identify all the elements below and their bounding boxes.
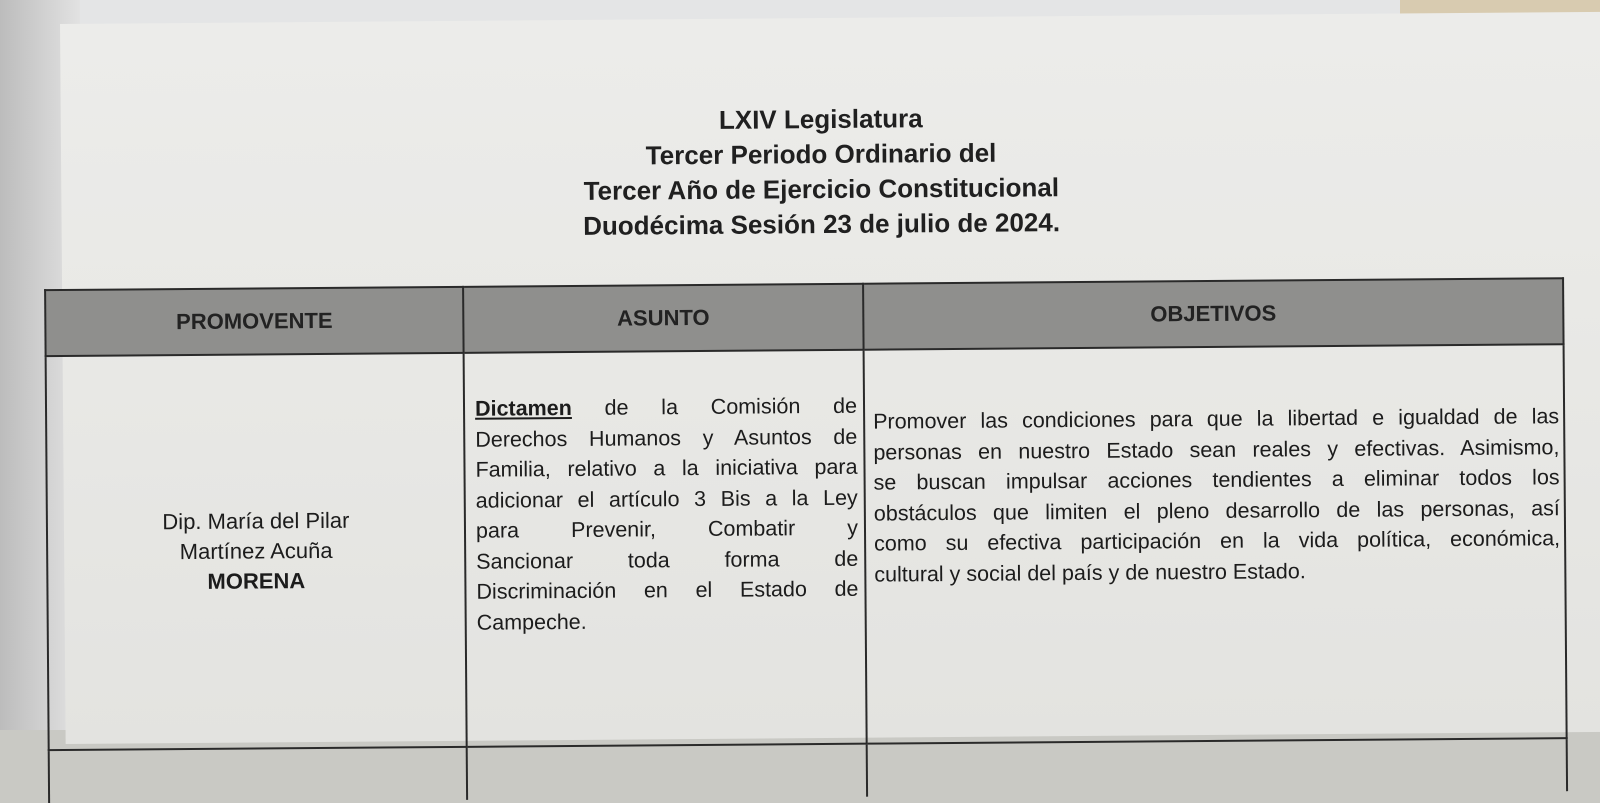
objetivos-line: cultural y social del país y de nuestro Estado.: [874, 558, 1306, 587]
promovente-cell: [46, 353, 467, 750]
column-header-promovente: PROMOVENTE: [45, 287, 464, 356]
document-header: [61, 96, 1582, 248]
asunto-line: [475, 391, 857, 424]
asunto-line: Sancionar toda forma de: [476, 546, 859, 574]
asunto-line: Derechos Humanos y Asuntos de: [475, 424, 858, 452]
asunto-type: Dictamen: [474, 395, 572, 421]
header-legislature: LXIV Legislatura: [718, 103, 923, 135]
header-year: Tercer Año de Ejercicio Constitucional: [583, 172, 1060, 206]
asunto-line: para Prevenir, Combatir y: [475, 515, 859, 543]
table-header-row: [45, 278, 1563, 356]
asunto-line: adicionar el artículo 3 Bis a la Ley: [475, 485, 858, 513]
asunto-cell: [464, 350, 867, 747]
header-period: Tercer Periodo Ordinario del: [645, 137, 997, 171]
objetivos-line: como su efectiva participación en la vida política, económica,: [874, 526, 1561, 556]
column-header-asunto: ASUNTO: [463, 284, 864, 353]
objetivos-cell: [864, 344, 1567, 743]
asunto-line: Familia, relativo a la iniciativa para: [475, 454, 858, 482]
column-header-objetivos: OBJETIVOS: [863, 278, 1563, 349]
objetivos-line: obstáculos que limiten el pleno desarrollo de las personas, así: [873, 495, 1560, 526]
empty-cell: [49, 747, 467, 803]
objetivos-line: se buscan impulsar acciones tendientes a eliminar todos los: [873, 465, 1560, 495]
promovente-name-line1: Dip. María del Pilar: [162, 507, 350, 535]
table-row: [46, 344, 1567, 750]
objetivos-line: Promover las condiciones para que la libertad e igualdad de las: [873, 404, 1560, 434]
objetivos-line: personas en nuestro Estado sean reales y efectivas. Asimismo,: [873, 434, 1560, 465]
asunto-line: Campeche.: [476, 609, 587, 635]
promovente-name-line2: Martínez Acuña: [179, 537, 333, 565]
header-session: Duodécima Sesión 23 de julio de 2024.: [583, 207, 1061, 241]
empty-cell: [867, 738, 1567, 796]
empty-cell: [467, 744, 867, 800]
asunto-line-rest: de la Comisión de: [571, 393, 858, 420]
asunto-line: Discriminación en el Estado de: [476, 576, 859, 604]
document-page: [60, 12, 1600, 744]
table-row-empty: [49, 738, 1567, 803]
agenda-table: [44, 277, 1568, 803]
promovente-party: MORENA: [207, 568, 306, 594]
